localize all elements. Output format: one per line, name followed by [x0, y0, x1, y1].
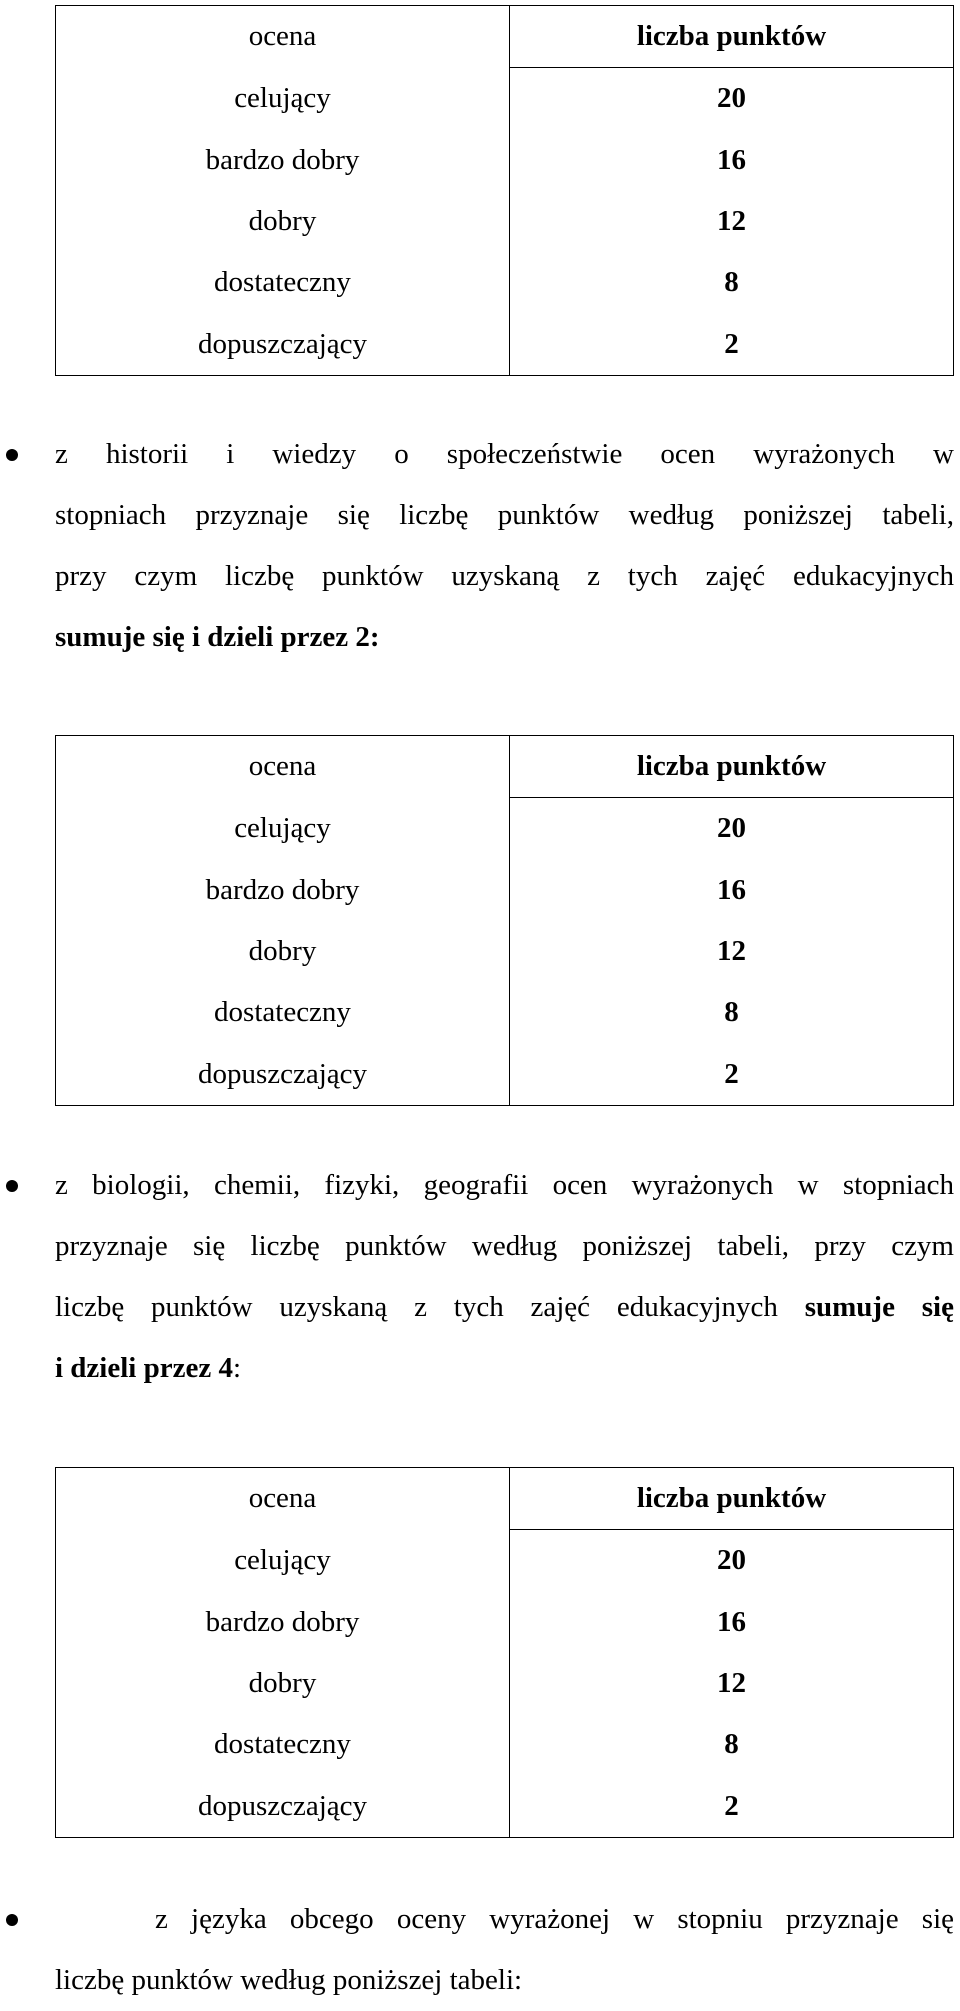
paragraph-line: przy czym liczbę punktów uzyskaną z tych zajęć edukacyjnych — [55, 560, 954, 592]
grade-header: ocena — [56, 1468, 510, 1530]
table-row — [56, 798, 954, 860]
grade-cell: dostateczny — [56, 252, 510, 313]
grade-points-table-1 — [55, 5, 954, 376]
grade-points-table-2 — [55, 735, 954, 1106]
grade-cell: bardzo dobry — [56, 860, 510, 921]
points-header: liczba punktów — [510, 6, 954, 68]
bullet-icon — [6, 1914, 18, 1926]
bullet-icon — [6, 1180, 18, 1192]
grade-points-table-3 — [55, 1467, 954, 1838]
points-cell: 16 — [510, 860, 954, 921]
points-cell: 2 — [510, 313, 954, 375]
grade-header: ocena — [56, 736, 510, 798]
language-paragraph — [55, 1889, 954, 2011]
paragraph-text: liczbę punktów uzyskaną z tych zajęć edukacyjnych — [55, 1291, 805, 1323]
paragraph-bold-text: sumuje się — [804, 1291, 954, 1323]
table-row — [56, 1775, 954, 1837]
points-cell: 8 — [510, 252, 954, 313]
paragraph-line: przyznaje się liczbę punktów według poniższej tabeli, przy czym — [55, 1230, 954, 1262]
points-cell: 2 — [510, 1775, 954, 1837]
points-cell: 12 — [510, 921, 954, 982]
table-row — [56, 1530, 954, 1592]
points-cell: 20 — [510, 1530, 954, 1592]
points-cell: 8 — [510, 982, 954, 1043]
points-cell: 20 — [510, 798, 954, 860]
grade-cell: dobry — [56, 191, 510, 252]
grade-cell: bardzo dobry — [56, 1592, 510, 1653]
bullet-icon — [6, 449, 18, 461]
table-row — [56, 860, 954, 921]
table-row — [56, 1714, 954, 1775]
grade-cell: celujący — [56, 798, 510, 860]
points-cell: 16 — [510, 130, 954, 191]
grade-cell: dobry — [56, 921, 510, 982]
paragraph-text: : — [232, 1352, 242, 1384]
paragraph-line — [55, 1277, 954, 1338]
grade-cell: bardzo dobry — [56, 130, 510, 191]
science-paragraph — [55, 1155, 954, 1399]
paragraph-bold-text: i dzieli przez 4 — [55, 1352, 233, 1384]
table-row — [56, 1592, 954, 1653]
points-cell: 20 — [510, 68, 954, 130]
grade-cell: dopuszczający — [56, 1775, 510, 1837]
paragraph-line — [55, 1338, 954, 1399]
grade-cell: celujący — [56, 1530, 510, 1592]
grade-cell: dostateczny — [56, 1714, 510, 1775]
points-cell: 8 — [510, 1714, 954, 1775]
grade-cell: dobry — [56, 1653, 510, 1714]
paragraph-line: liczbę punktów według poniższej tabeli: — [55, 1964, 523, 1996]
points-header: liczba punktów — [510, 736, 954, 798]
table-header-row — [56, 1468, 954, 1530]
paragraph-line: z biologii, chemii, fizyki, geografii ocen wyrażonych w stopniach — [55, 1169, 954, 1201]
grade-cell: dopuszczający — [56, 313, 510, 375]
points-cell: 12 — [510, 1653, 954, 1714]
paragraph-line-bold: sumuje się i dzieli przez 2: — [55, 621, 380, 653]
table-row — [56, 313, 954, 375]
paragraph-line: z historii i wiedzy o społeczeństwie ocen wyrażonych w — [55, 438, 954, 470]
paragraph-line: stopniach przyznaje się liczbę punktów według poniższej tabeli, — [55, 499, 954, 531]
grade-header: ocena — [56, 6, 510, 68]
history-paragraph — [55, 424, 954, 668]
grade-cell: dopuszczający — [56, 1043, 510, 1105]
grade-cell: dostateczny — [56, 982, 510, 1043]
table-row — [56, 921, 954, 982]
table-header-row — [56, 6, 954, 68]
table-row — [56, 1043, 954, 1105]
paragraph-line: z języka obcego oceny wyrażonej w stopniu przyznaje się — [155, 1903, 954, 1935]
grade-cell: celujący — [56, 68, 510, 130]
table-row — [56, 130, 954, 191]
points-cell: 12 — [510, 191, 954, 252]
table-row — [56, 252, 954, 313]
table-row — [56, 191, 954, 252]
points-cell: 2 — [510, 1043, 954, 1105]
table-row — [56, 68, 954, 130]
table-row — [56, 1653, 954, 1714]
table-row — [56, 982, 954, 1043]
table-header-row — [56, 736, 954, 798]
points-cell: 16 — [510, 1592, 954, 1653]
points-header: liczba punktów — [510, 1468, 954, 1530]
